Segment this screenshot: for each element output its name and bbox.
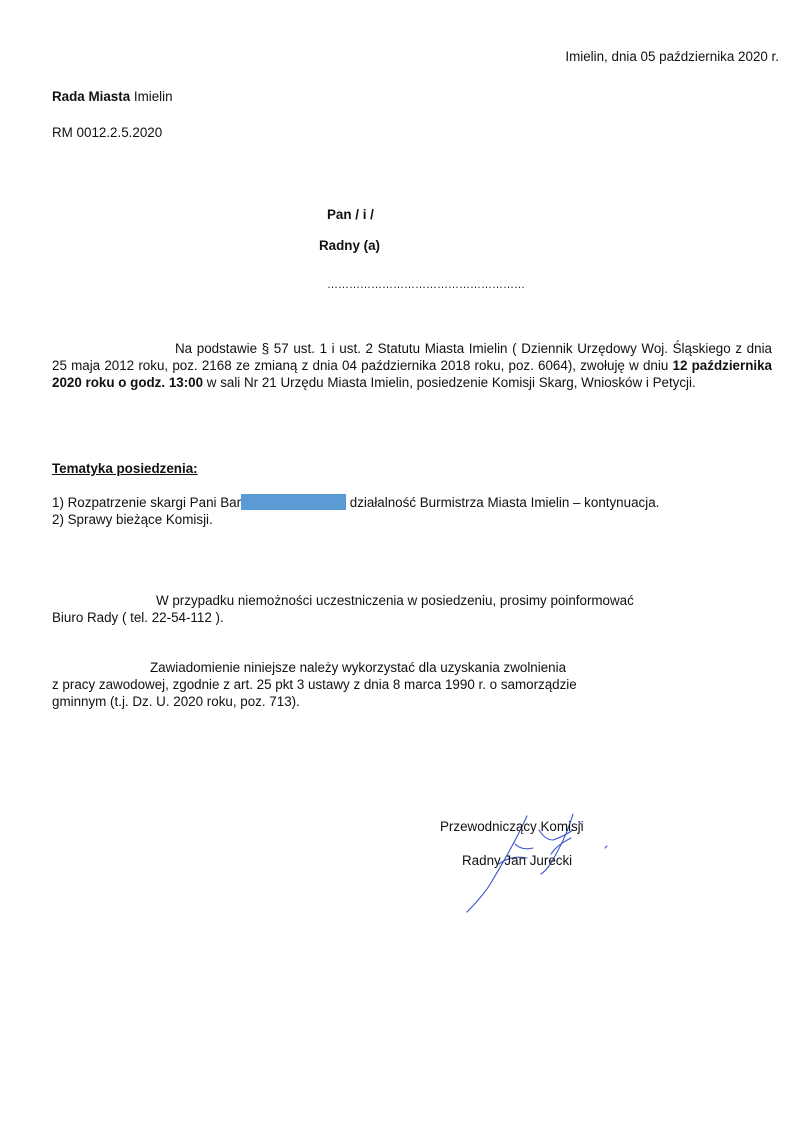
sender-name <box>52 88 173 105</box>
addressee-role: Radny (a) <box>319 238 381 253</box>
meeting-datetime: 12 października 2020 roku o godz. 13:00 <box>52 358 772 390</box>
agenda-item-1-start: 1) Rozpatrzenie skargi Pani Bar <box>52 495 242 510</box>
agenda-item <box>52 494 782 511</box>
signatory-name: Radny Jan Jurecki <box>462 853 573 868</box>
work-release-notice <box>52 659 772 710</box>
absence-notice <box>52 592 772 626</box>
absence-notice-line-2: Biuro Rady ( tel. 22-54-112 ). <box>52 610 224 625</box>
agenda-item: 2) Sprawy bieżące Komisji. <box>52 512 213 527</box>
sender-name-bold: Rada Miasta <box>52 89 131 104</box>
convocation-paragraph <box>52 340 772 391</box>
letter-date: Imielin, dnia 05 października 2020 r. <box>565 49 779 64</box>
agenda-item-1-end: działalność Burmistrza Miasta Imielin – kontynuacja. <box>346 495 660 510</box>
work-release-line-1: Zawiadomienie niniejsze należy wykorzystać dla uzyskania zwolnienia <box>150 660 567 675</box>
agenda-list <box>52 494 782 528</box>
work-release-line-2: z pracy zawodowej, zgodnie z art. 25 pkt 3 ustawy z dnia 8 marca 1990 r. o samorządzie <box>52 677 577 692</box>
convocation-text: Na podstawie § 57 ust. 1 i ust. 2 Statutu Miasta Imielin ( Dziennik Urzędowy Woj. Śląskiego z dnia 25 maja 2012 roku, poz. 2168 ze zmianą z dnia 04 października 2018 roku, poz. 6064), zwołuję w dniu <box>52 341 772 373</box>
sender-name-rest: Imielin <box>130 89 173 104</box>
addressee-name-placeholder: ……………………………………………… <box>327 279 525 291</box>
reference-number: RM 0012.2.5.2020 <box>52 125 163 140</box>
addressee-salutation: Pan / i / <box>327 207 374 222</box>
agenda-title: Tematyka posiedzenia: <box>52 461 198 476</box>
absence-notice-line-1: W przypadku niemożności uczestniczenia w posiedzeniu, prosimy poinformować <box>156 593 634 608</box>
signatory-title: Przewodniczący Komisji <box>440 819 584 834</box>
convocation-text-end: w sali Nr 21 Urzędu Miasta Imielin, posiedzenie Komisji Skarg, Wniosków i Petycji. <box>203 375 696 390</box>
work-release-line-3: gminnym (t.j. Dz. U. 2020 roku, poz. 713). <box>52 694 300 709</box>
redaction-box <box>241 494 346 510</box>
